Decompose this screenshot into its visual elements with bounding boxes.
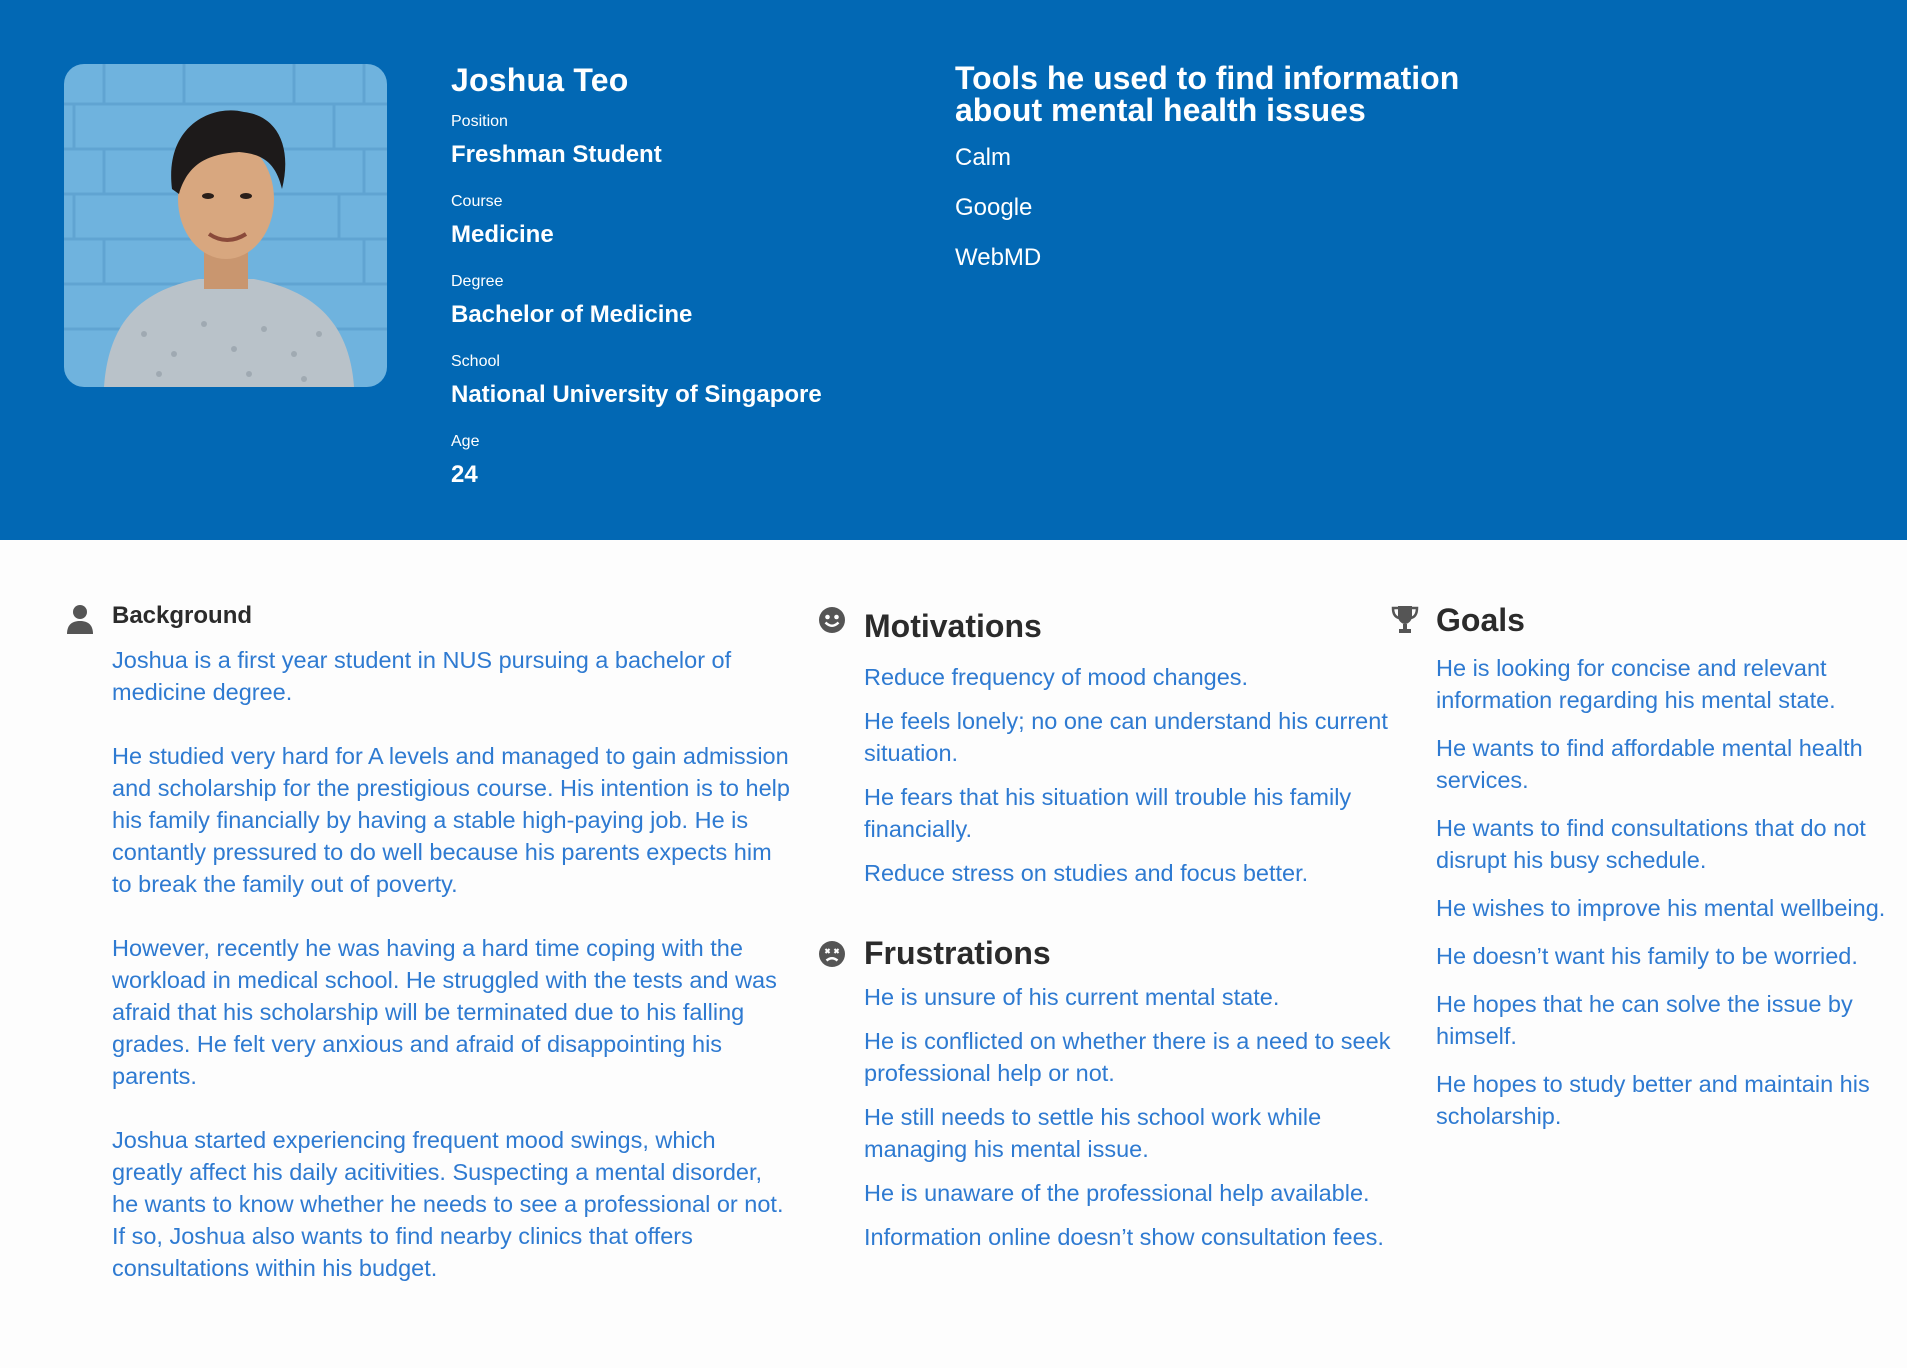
goals-title: Goals [1436, 602, 1525, 638]
list-item: He is unsure of his current mental state. [864, 984, 1280, 1010]
field-value: Medicine [451, 221, 554, 248]
tools-title: Tools he used to find information about mental health issues [955, 60, 1460, 128]
field-label: Course [451, 193, 503, 210]
list-item: He fears that his situation will trouble his family financially. [864, 784, 1352, 842]
list-item: He feels lonely; no one can understand his current situation. [864, 708, 1388, 766]
list-item: He wishes to improve his mental wellbeing. [1436, 895, 1886, 921]
field-age [451, 433, 822, 489]
field-label: Age [451, 433, 480, 450]
tools-section [955, 62, 1515, 294]
field-degree [451, 273, 822, 329]
profile-name: Joshua Teo [451, 62, 629, 98]
tool-item: Google [955, 194, 1033, 221]
list-item: He still needs to settle his school work while managing his mental issue. [864, 1104, 1322, 1162]
field-position [451, 113, 822, 169]
motivations-list [864, 661, 1404, 901]
tool-item: Calm [955, 144, 1012, 171]
motivations-title: Motivations [864, 608, 1042, 644]
frown-icon [818, 940, 846, 973]
list-item: He wants to find affordable mental health services. [1436, 735, 1863, 793]
background-paragraph: He studied very hard for A levels and managed to gain admission and scholarship for the prestigious course. His intention is to help his family financially by having a stable high-paying job. He is contantly pressured to do well because his parents expects him to break the family out of poverty. [112, 743, 790, 897]
list-item: He is conflicted on whether there is a need to seek professional help or not. [864, 1028, 1391, 1086]
list-item: He wants to find consultations that do not disrupt his busy schedule. [1436, 815, 1866, 873]
field-value: 24 [451, 461, 478, 488]
list-item: Reduce stress on studies and focus better. [864, 860, 1309, 886]
background-paragraph: Joshua is a first year student in NUS pursuing a bachelor of medicine degree. [112, 647, 732, 705]
smile-icon [818, 606, 846, 639]
background-title: Background [112, 602, 253, 629]
person-icon [66, 604, 94, 639]
field-value: Bachelor of Medicine [451, 301, 693, 328]
field-label: School [451, 353, 500, 370]
list-item: Reduce frequency of mood changes. [864, 664, 1249, 690]
trophy-icon [1390, 604, 1420, 639]
field-label: Position [451, 113, 508, 130]
frustrations-title: Frustrations [864, 935, 1051, 971]
profile-photo [64, 64, 387, 387]
list-item: Information online doesn’t show consultation fees. [864, 1224, 1384, 1250]
field-course [451, 193, 822, 249]
tool-item: WebMD [955, 244, 1042, 271]
background-paragraph: Joshua started experiencing frequent mood swings, which greatly affect his daily acitivities. Suspecting a mental disorder, he wants to know whether he needs to see a professional or not. If so, Joshua also wants to find nearby clinics that offers consultations within his budget. [112, 1127, 784, 1281]
frustrations-list [864, 981, 1404, 1265]
list-item: He is looking for concise and relevant information regarding his mental state. [1436, 655, 1836, 713]
list-item: He hopes that he can solve the issue by himself. [1436, 991, 1853, 1049]
field-value: Freshman Student [451, 141, 662, 168]
list-item: He hopes to study better and maintain his scholarship. [1436, 1071, 1870, 1129]
background-paragraph: However, recently he was having a hard time coping with the workload in medical school. He struggled with the tests and was afraid that his scholarship will be terminated due to his falling grades. He felt very anxious and afraid of disappointing his parents. [112, 935, 777, 1089]
field-value: National University of Singapore [451, 381, 822, 408]
list-item: He doesn’t want his family to be worried. [1436, 943, 1858, 969]
profile-info [451, 62, 822, 513]
list-item: He is unaware of the professional help available. [864, 1180, 1370, 1206]
goals-list [1436, 652, 1886, 1148]
background-text [112, 644, 792, 1316]
field-label: Degree [451, 273, 504, 290]
profile-header [0, 0, 1907, 540]
field-school [451, 353, 822, 409]
